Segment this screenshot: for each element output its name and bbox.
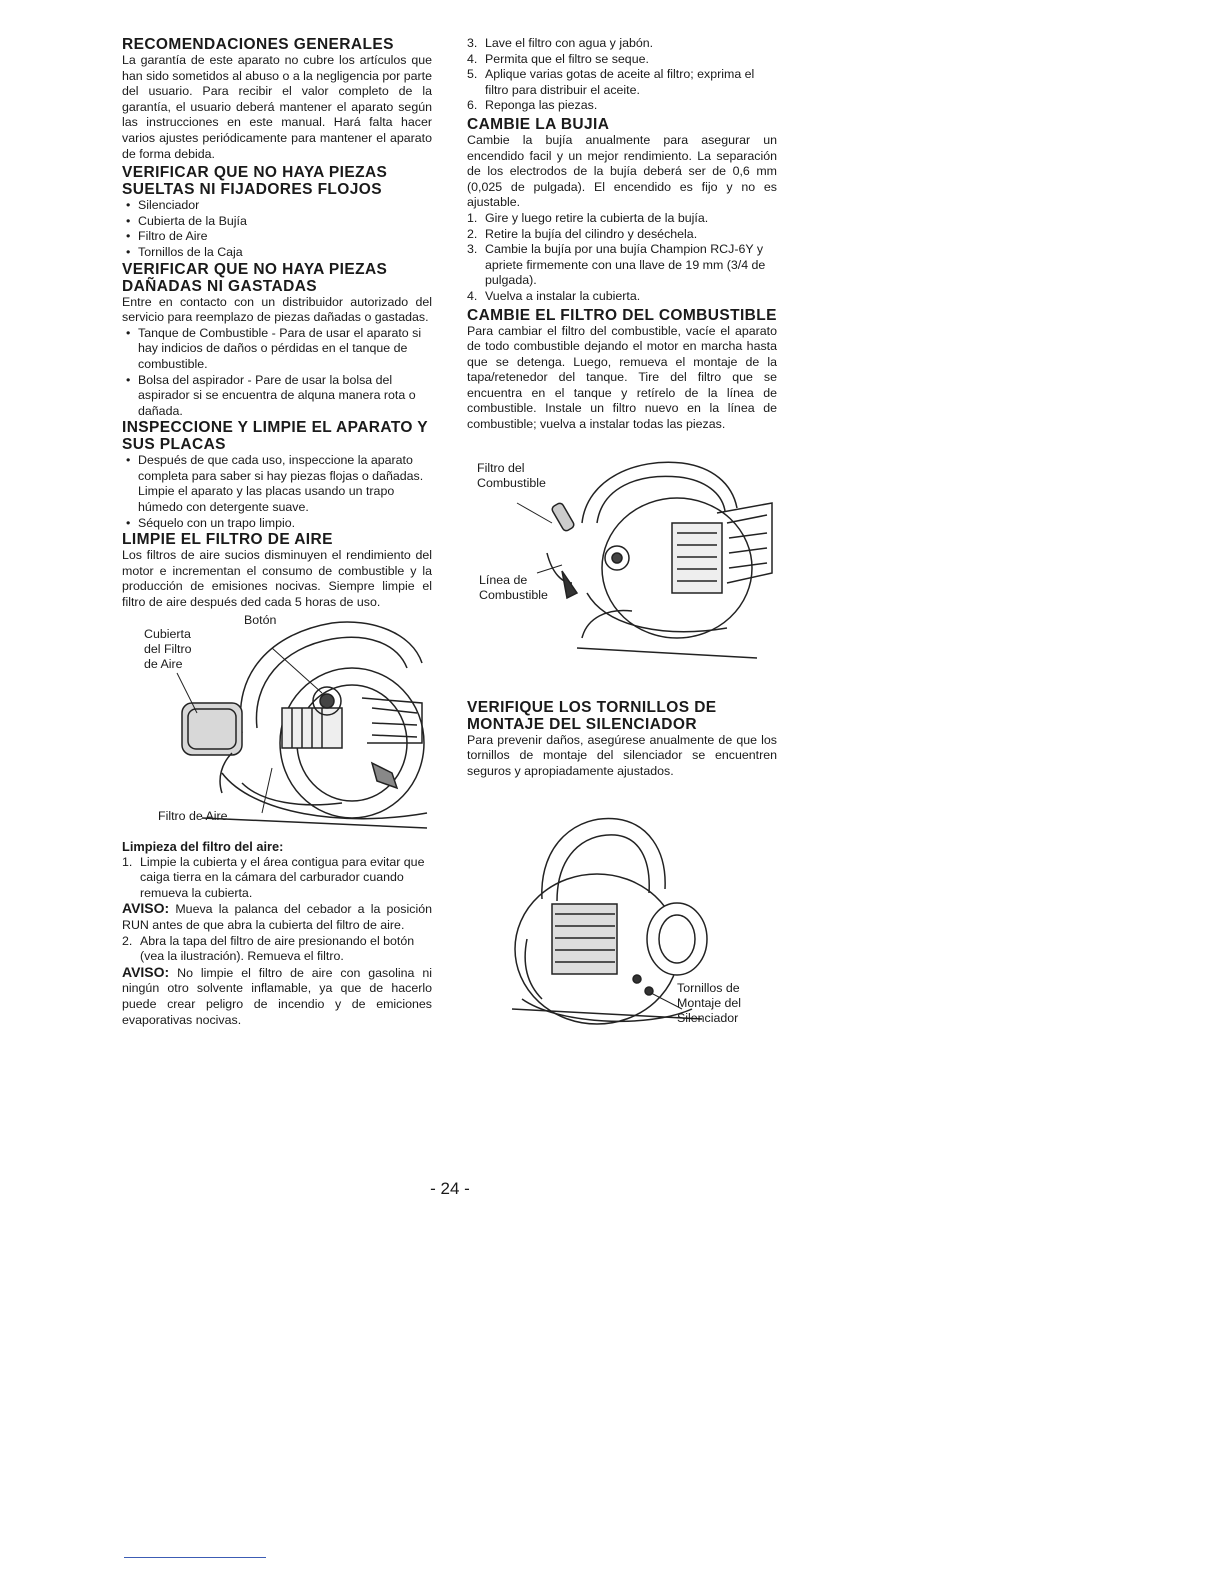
loose-parts-list: [122, 198, 432, 260]
fuel-filter-illustration: [467, 453, 777, 663]
air-filter-cover-label: Cubierta del Filtro de Aire: [144, 626, 192, 671]
list-item: • Bolsa del aspirador - Pare de usar la bolsa del aspirador si se encuentra de alquna manera rota o dañada.: [126, 372, 416, 418]
right-column: [467, 36, 777, 1041]
fuel-line-label: Línea de Combustible: [479, 572, 548, 602]
air-filter-cleaning-title: Limpieza del filtro del aire:: [122, 838, 284, 854]
general-recommendations-text: La garantía de este aparato no cubre los artículos que han sido sometidos al abuso o a la negligencia por parte del usuario. Para recibir el valor completo de la garantía, el usuario deberá mantener el aparato según las instrucciones en este manual. Hará falta hacer varios ajustes periódicamente para mantener el aparato de forma debida.: [122, 53, 432, 161]
list-item: • Cubierta de la Bujía: [126, 213, 247, 228]
warning-label: AVISO:: [122, 963, 170, 980]
list-item: • Silenciador: [126, 198, 200, 213]
cleaning-steps-continued: [467, 36, 777, 114]
list-item: 6. Reponga las piezas.: [467, 98, 598, 113]
list-item: 1. Gire y luego retire la cubierta de la bujía.: [467, 210, 709, 225]
left-column: [122, 36, 432, 1028]
list-item: 4. Vuelva a instalar la cubierta.: [467, 288, 641, 303]
button-label: Botón: [244, 612, 277, 627]
list-item: 1. Limpie la cubierta y el área contigua para evitar que caiga tierra en la cámara del carburador cuando remueva la cubierta.: [122, 854, 425, 900]
footer-rule: [124, 1557, 266, 1558]
list-item: 5. Aplique varias gotas de aceite al filtro; exprima el filtro para distribuir el aceite.: [467, 67, 755, 97]
muffler-screws-text: Para prevenir daños, asegúrese anualmente de que los tornillos de montaje del silenciador se encuentren seguros y apropiadamente ajustados.: [467, 732, 777, 778]
spark-plug-text: Cambie la bujía anualmente para asegurar un encendido facil y un mejor rendimiento. La separación de los electrodos de la bujía deberá ser de 0,6 mm (0,025 de pulgada). El encendido es fijo y no es ajustable.: [467, 132, 777, 210]
list-item: 2. Retire la bujía del cilindro y deséchela.: [467, 226, 698, 241]
section-title-damaged-parts: VERIFICAR QUE NO HAYA PIEZAS DAÑADAS NI GASTADAS: [122, 260, 388, 295]
list-item: 3. Lave el filtro con agua y jabón.: [467, 36, 654, 50]
muffler-screws-label: Tornillos de Montaje del Silenciador: [677, 981, 742, 1026]
warning-choke: AVISO: Mueva la palanca del cebador a la posición RUN antes de que abra la cubierta del filtro de aire.: [122, 900, 432, 932]
list-item: • Filtro de Aire: [126, 229, 208, 244]
air-filter-label: Filtro de Aire: [158, 808, 228, 823]
air-filter-text: Los filtros de aire sucios disminuyen el rendimiento del motor e incrementan el consumo de combustible y la producción de emisiones nocivas. Siempre limpie el filtro de aire después ded cada 5 horas de uso.: [122, 548, 432, 610]
cleaning-steps-1: [122, 855, 432, 902]
list-item: • Después de que cada uso, inspeccione la aparato completa para saber si hay piezas flojas o dañadas. Limpie el aparato y las placas usando un trapo húmedo con detergente suave.: [126, 453, 424, 515]
section-title-muffler-screws: VERIFIQUE LOS TORNILLOS DE MONTAJE DEL SILENCIADOR: [467, 698, 717, 733]
air-filter-illustration: [122, 613, 432, 835]
damaged-parts-text: Entre en contacto con un distribuidor autorizado del servicio para reemplazo de piezas dañadas o gastadas.: [122, 294, 432, 325]
fuel-filter-text: Para cambiar el filtro del combustible, vacíe el aparato de todo combustible dejando el motor en marcha hasta que se detenga. Luego, remueva el montaje de la tapa/retenedor del tanque. Tire del filtro que se encuentra en el tanque y retírelo de la línea de combustible. Instale un filtro nuevo en la línea de combustible; vuelva a instalar todas las piezas.: [467, 323, 777, 432]
section-title-loose-parts: VERIFICAR QUE NO HAYA PIEZAS SUELTAS NI FIJADORES FLOJOS: [122, 164, 388, 199]
section-title-air-filter: LIMPIE EL FILTRO DE AIRE: [122, 531, 333, 549]
inspect-clean-list: [122, 453, 432, 531]
list-item: 3. Cambie la bujía por una bujía Champion RCJ-6Y y apriete firmemente con una llave de 19 mm (3/4 de pulgada).: [467, 242, 766, 288]
list-item: 2. Abra la tapa del filtro de aire presionando el botón (vea la ilustración). Remueva el filtro.: [122, 933, 415, 964]
list-item: • Tanque de Combustible - Para de usar el aparato si hay indicios de daños o pérdidas en el tanque de combustible.: [126, 325, 422, 371]
section-title-inspect-clean: INSPECCIONE Y LIMPIE EL APARATO Y SUS PLACAS: [122, 419, 428, 454]
damaged-parts-list: [122, 326, 432, 420]
section-title-general: RECOMENDACIONES GENERALES: [122, 36, 394, 53]
muffler-screws-illustration: [467, 809, 777, 1041]
spark-plug-steps: [467, 211, 777, 305]
section-title-fuel-filter: CAMBIE EL FILTRO DEL COMBUSTIBLE: [467, 306, 777, 324]
cleaning-steps-2: [122, 934, 432, 965]
list-item: • Séquelo con un trapo limpio.: [126, 515, 296, 530]
list-item: • Tornillos de la Caja: [126, 244, 243, 259]
warning-solvent: AVISO: No limpie el filtro de aire con gasolina ni ningún otro solvente inflamable, ya que de hacerlo puede crear peligro de incendio y de emiciones evaporativas nocivas.: [122, 963, 433, 1027]
list-item: 4. Permita que el filtro se seque.: [467, 51, 649, 66]
fuel-filter-label: Filtro del Combustible: [477, 460, 546, 490]
page-number: - 24 -: [430, 1179, 470, 1198]
warning-label: AVISO:: [122, 900, 170, 917]
section-title-spark-plug: CAMBIE LA BUJIA: [467, 115, 610, 133]
